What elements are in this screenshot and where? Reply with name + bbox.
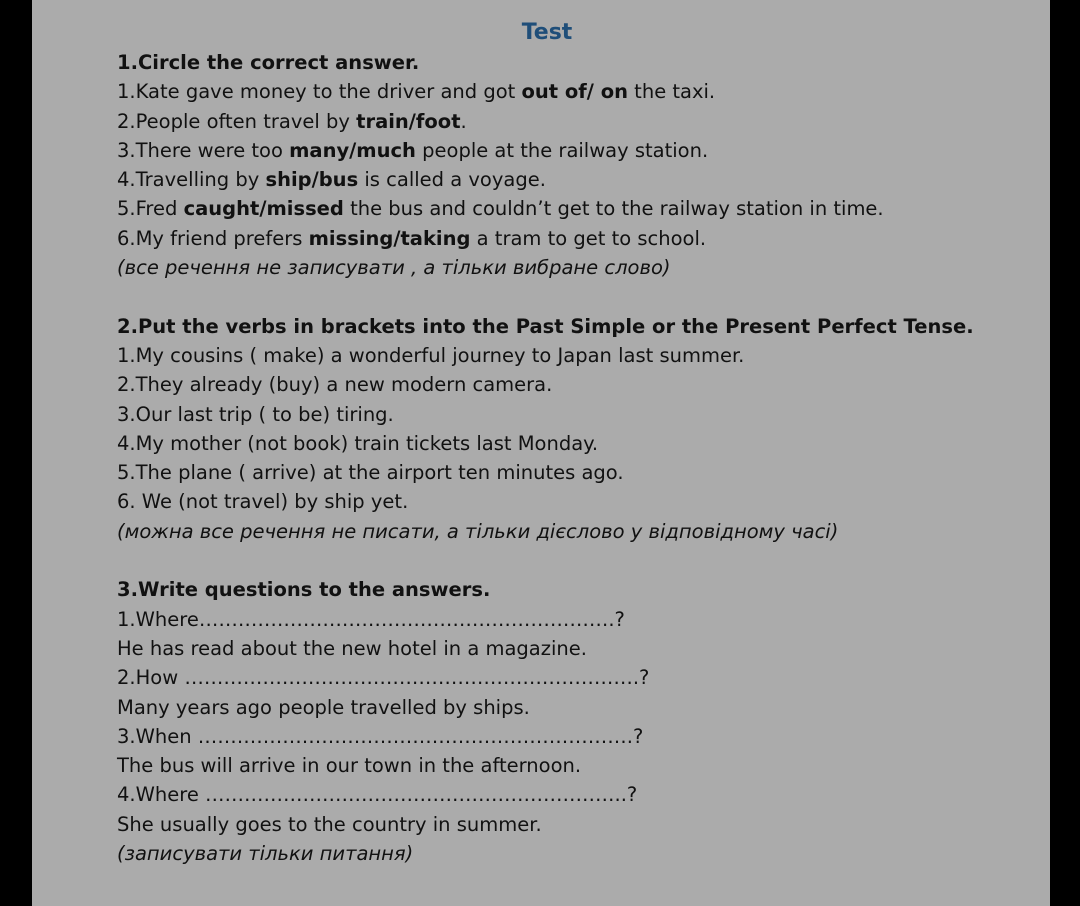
item-text: 1.Kate gave money to the driver and got — [117, 80, 522, 104]
section3-question-4: 4.Where ………………………………………………………..? — [117, 783, 638, 807]
section1-item-2 — [117, 107, 1037, 136]
section3-answer-4: She usually goes to the country in summer. — [117, 812, 542, 836]
item-text: the taxi. — [627, 80, 716, 104]
section3-question-3: 3.When ………………………………………………………….? — [117, 724, 644, 748]
document-page — [32, 0, 1050, 906]
item-text: 6.My friend prefers — [117, 226, 309, 250]
section3-question-2: 2.How …………………………………………………………….? — [117, 666, 650, 690]
section1-item-1 — [117, 77, 1037, 106]
section2-item-1: 1.My cousins ( make) a wonderful journey to Japan last summer. — [117, 343, 745, 367]
item-text: 4.Travelling by — [117, 168, 266, 192]
answer-options: many/much — [289, 138, 416, 162]
item-text: is called a voyage. — [358, 168, 546, 192]
item-text: 3.There were too — [117, 138, 290, 162]
section3-answer-1: He has read about the new hotel in a magazine. — [117, 636, 587, 660]
section1-note: (все речення не записувати , а тільки вибране слово) — [117, 256, 671, 280]
section1-item-6 — [117, 224, 1037, 253]
spacer — [117, 546, 1037, 575]
section2-item-5: 5.The plane ( arrive) at the airport ten minutes ago. — [117, 461, 624, 485]
item-text: 5.Fred — [117, 197, 184, 221]
section2-item-4: 4.My mother (not book) train tickets last Monday. — [117, 431, 599, 455]
section3-answer-3: The bus will arrive in our town in the afternoon. — [117, 754, 582, 778]
item-text: the bus and couldn’t get to the railway station in time. — [343, 197, 884, 221]
item-text: people at the railway station. — [415, 138, 709, 162]
page-title: Test — [521, 20, 573, 45]
section2-note: (можна все речення не писати, а тільки дієслово у відповідному часі) — [117, 519, 839, 543]
item-text: 2.People often travel by — [117, 109, 357, 133]
item-text: . — [460, 109, 467, 133]
section3-question-1: 1.Where……………………………………………………….? — [117, 607, 625, 631]
document-content — [117, 48, 1037, 868]
answer-options: train/foot — [356, 109, 461, 133]
answer-options: ship/bus — [265, 168, 359, 192]
section2-item-2: 2.They already (buy) a new modern camera. — [117, 373, 553, 397]
section2-heading: 2.Put the verbs in brackets into the Past Simple or the Present Perfect Tense. — [117, 314, 974, 338]
answer-options: out of/ on — [521, 80, 628, 104]
section1-heading: 1.Circle the correct answer. — [117, 51, 420, 74]
section1-item-4 — [117, 165, 1037, 194]
section1-item-3 — [117, 136, 1037, 165]
section1-item-5 — [117, 194, 1037, 223]
answer-options: caught/missed — [183, 197, 344, 221]
section2-item-6: 6. We (not travel) by ship yet. — [117, 490, 409, 514]
section2-item-3: 3.Our last trip ( to be) tiring. — [117, 402, 394, 426]
section3-note: (записувати тільки питання) — [117, 842, 414, 866]
answer-options: missing/taking — [308, 226, 471, 250]
spacer — [117, 282, 1037, 311]
item-text: a tram to get to school. — [470, 226, 707, 250]
section3-heading: 3.Write questions to the answers. — [117, 578, 491, 602]
section3-answer-2: Many years ago people travelled by ships. — [117, 695, 530, 719]
